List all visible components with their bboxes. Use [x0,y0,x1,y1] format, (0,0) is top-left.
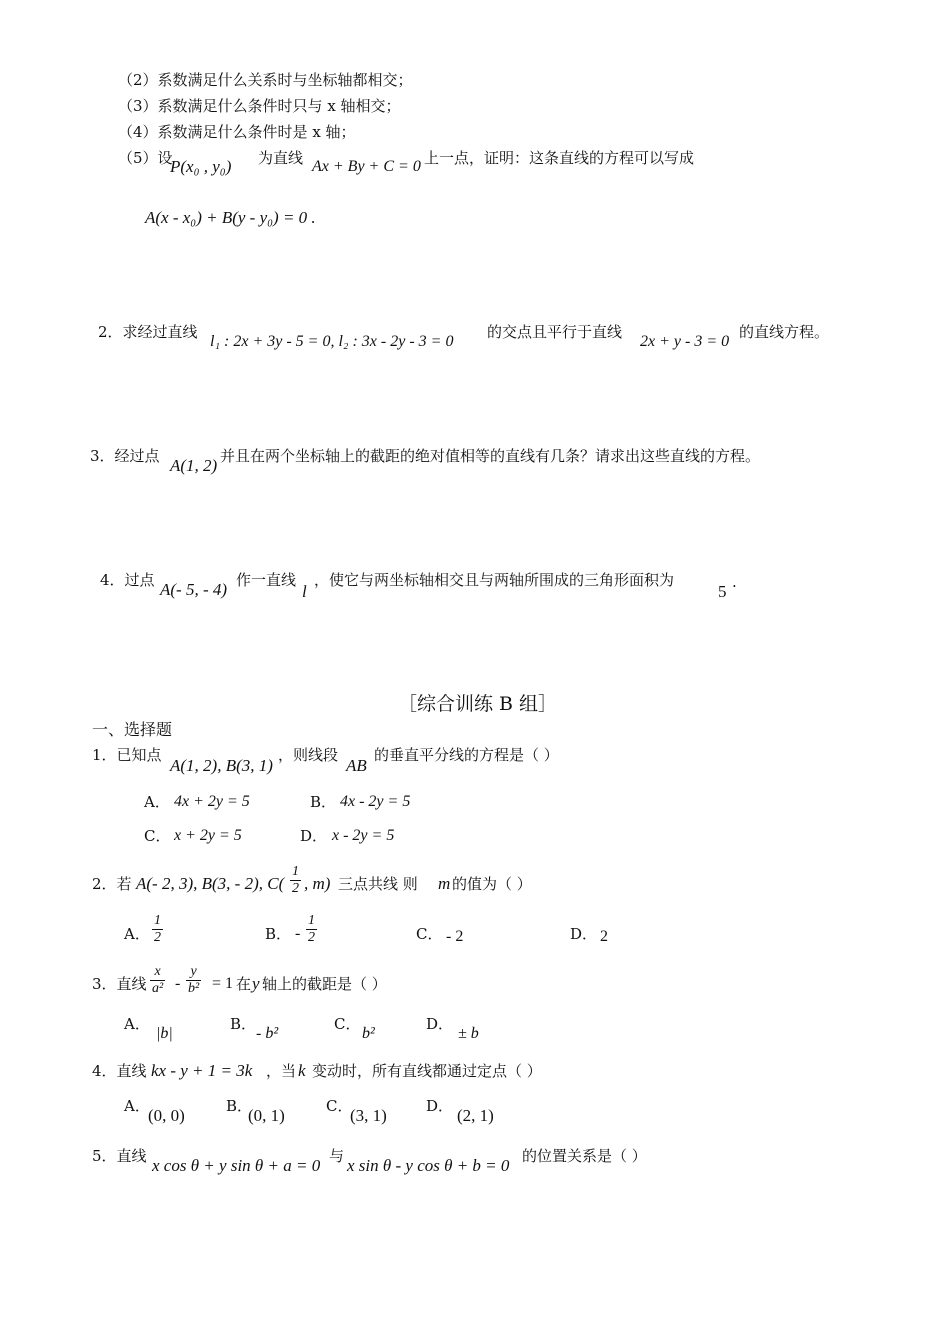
b-question-3-fraction-x [150,964,165,997]
question-3-point-formula: A(1, 2) [170,456,218,475]
b-question-2-label: 2．若 [92,875,132,893]
b-question-3-fraction-y [186,964,201,997]
b-q4-option-d-label: D． [426,1097,454,1115]
b-q1-option-a-label: A． [144,793,170,811]
b-question-3-label: 3．直线 [92,975,147,993]
b-question-2-m: m [438,874,451,893]
b-q1-option-d: x - 2y = 5 [332,827,395,844]
b-question-4-k: k [298,1061,306,1080]
fraction-denominator: b² [188,981,200,996]
b-q3-option-a: |b| [156,1025,173,1042]
question-1-sub-5-text: 为直线 [258,149,304,167]
b-question-5-label: 5．直线 [92,1147,147,1165]
line-equation-formula: Ax + By + C = 0 [312,158,421,175]
b-q1-option-b-label: B． [310,793,337,811]
question-4-line-symbol: l [302,582,307,601]
question-4-area-value: 5 [718,582,727,601]
fraction-numerator: y [190,964,197,979]
question-2-text-end: 的直线方程。 [739,323,830,341]
b-question-4-text-2: 变动时，所有直线都通过定点（ ） [312,1062,542,1080]
b-q4-option-c: (3, 1) [350,1106,387,1125]
fraction-denominator: 2 [308,930,315,945]
b-q1-option-b: 4x - 2y = 5 [340,793,411,810]
question-1-sub-3: （3）系数满足什么条件时只与 x 轴相交； [118,97,401,115]
fraction-denominator: a² [152,981,164,996]
b-question-2-fraction [290,864,301,897]
question-1-sub-4: （4）系数满足什么条件时是 x 轴； [118,123,356,141]
b-question-5-text-2: 的位置关系是（ ） [522,1147,647,1165]
question-1-sub-2: （2）系数满足什么关系时与坐标轴都相交； [118,71,413,89]
b-q3-option-b-label: B． [230,1015,257,1033]
b-q2-option-a [152,913,163,946]
question-2-parallel-formula: 2x + y - 3 = 0 [640,333,730,350]
b-q4-option-b: (0, 1) [248,1106,285,1125]
fraction-numerator: 1 [308,913,315,928]
question-3-text: 并且在两个坐标轴上的截距的绝对值相等的直线有几条？请求出这些直线的方程。 [220,447,761,465]
b-question-3-equals: = 1 [212,975,234,992]
b-q3-option-d-label: D． [426,1015,454,1033]
b-q2-option-c: - 2 [446,928,464,945]
b-q4-option-d: (2, 1) [457,1106,494,1125]
question-4-label: 4．过点 [100,571,155,589]
fraction-numerator: x [154,964,161,979]
b-q2-option-b-label: B． [265,925,292,943]
b-question-5-text: 与 [329,1147,345,1165]
b-question-5-line-1: x cos θ + y sin θ + a = 0 [152,1156,321,1175]
question-3-label: 3．经过点 [90,447,160,465]
b-q2-option-d-label: D． [570,925,598,943]
question-1-sub-5-label: （5）设 [118,149,173,167]
b-question-2-text: 三点共线 则 [338,875,418,893]
b-q3-option-b: - b² [256,1025,279,1042]
b-question-4-line-formula: kx - y + 1 = 3k [151,1061,253,1080]
b-question-3-text: 在 [236,975,252,993]
question-4-text-2: ，使它与两坐标轴相交且与两轴所围成的三角形面积为 [314,571,675,589]
b-question-2-text-2: 的值为（ ） [452,875,532,893]
question-2-label: 2．求经过直线 [98,323,198,341]
fraction-denominator: 2 [154,930,161,945]
b-question-1-points-formula: A(1, 2), B(3, 1) [170,756,273,775]
b-q4-option-b-label: B． [226,1097,253,1115]
b-q2-option-a-label: A． [124,925,150,943]
b-q2-option-d: 2 [600,928,608,945]
question-2-lines-formula: l₁ : 2x + 3y - 5 = 0, l₂ : 3x - 2y - 3 = 0 [210,333,454,350]
question-1-sub-5-text-2: 上一点，证明：这条直线的方程可以写成 [424,149,695,167]
b-q2-option-b [306,913,317,946]
question-4-end: . [732,573,737,591]
b-question-3-y: y [252,974,260,993]
b-q1-option-d-label: D． [300,827,328,845]
b-q1-option-a: 4x + 2y = 5 [174,793,250,810]
question-4-point-formula: A(- 5, - 4) [160,580,228,599]
question-2-text: 的交点且平行于直线 [487,323,623,341]
b-q4-option-c-label: C． [326,1097,353,1115]
point-slope-formula: A(x - x₀) + B(y - y₀) = 0 . [145,208,316,227]
b-q3-option-c: b² [362,1025,375,1042]
b-q1-option-c-label: C． [144,827,171,845]
b-q3-option-d: ± b [458,1025,479,1042]
b-q4-option-a: (0, 0) [148,1106,185,1125]
b-question-1-segment: AB [346,756,367,775]
b-q2-option-c-label: C． [416,925,443,943]
b-question-1-text: ，则线段 [278,746,339,764]
part-one-heading: 一、选择题 [92,720,173,739]
fraction-numerator: 1 [292,864,299,879]
b-question-1-text-2: 的垂直平分线的方程是（ ） [374,746,559,764]
b-q1-option-c: x + 2y = 5 [174,827,242,844]
b-question-1-label: 1．已知点 [92,746,162,764]
b-q4-option-a-label: A． [124,1097,150,1115]
point-p-formula: P(x₀ , y₀) [170,157,232,176]
b-question-2-points-formula: A(- 2, 3), B(3, - 2), C( [136,874,285,893]
b-q3-option-a-label: A． [124,1015,150,1033]
b-question-3-text-2: 轴上的截距是（ ） [262,975,387,993]
b-question-2-points-end: , m) [304,874,331,893]
section-title: ［综合训练 B 组］ [398,693,558,715]
b-question-5-line-2: x sin θ - y cos θ + b = 0 [347,1156,510,1175]
b-question-4-text: ，当 [266,1062,297,1080]
b-question-4-label: 4．直线 [92,1062,147,1080]
b-q2-option-b-sign: - [295,925,301,942]
b-question-3-minus: - [175,975,181,992]
question-4-text: 作一直线 [236,571,297,589]
fraction-denominator: 2 [292,881,299,896]
fraction-numerator: 1 [154,913,161,928]
b-q3-option-c-label: C． [334,1015,361,1033]
